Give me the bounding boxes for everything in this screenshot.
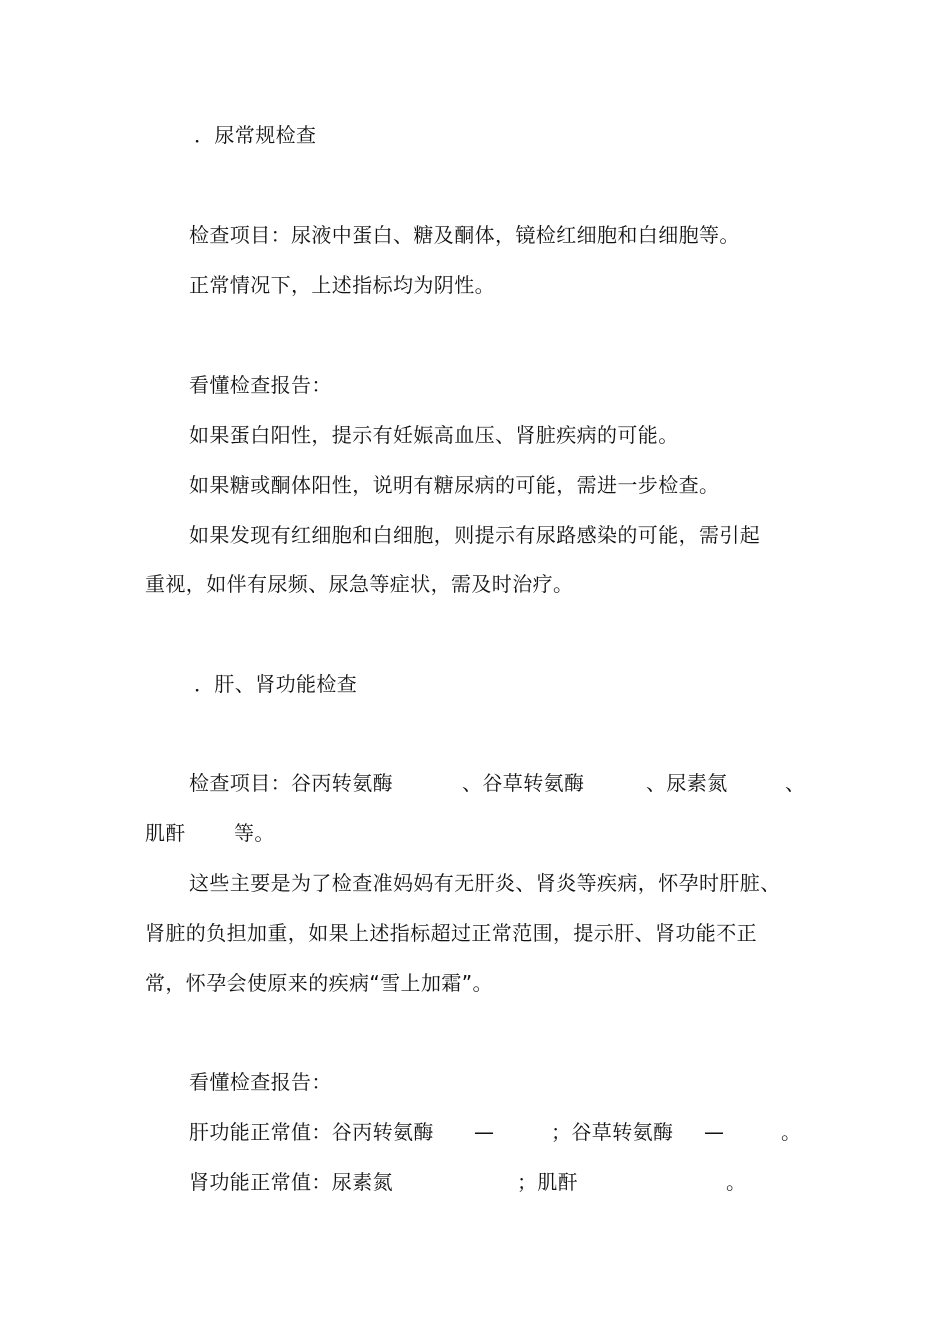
urine-report-line-3a: 如果发现有红细胞和白细胞，则提示有尿路感染的可能，需引起 [189,523,761,547]
urine-report-line-1: 如果蛋白阳性，提示有妊娠高血压、肾脏疾病的可能。 [189,423,679,447]
urine-report-line-3b: 重视，如伴有尿频、尿急等症状，需及时治疗。 [145,572,574,596]
liver-para-line-3: 常，怀孕会使原来的疾病“雪上加霜”。 [145,971,493,995]
liver-items-seg3: 、尿素氮 [646,771,728,795]
urine-normal-text: 正常情况下，上述指标均为阴性。 [189,273,495,297]
liver-items-prefix: 检查项目：谷丙转氨酶 [189,771,393,795]
urine-items-text: 检查项目：尿液中蛋白、糖及酮体，镜检红细胞和白细胞等。 [189,223,740,247]
liver-normal-dash-2: — [704,1120,725,1144]
section-heading-liver-kidney: ．肝、肾功能检查 [194,672,358,696]
liver-items-line2a: 肌酐 [145,821,186,845]
liver-normal-label-2: ；谷草转氨酶 [551,1120,674,1144]
section-heading-urine: ．尿常规检查 [194,123,317,147]
urine-report-line-2: 如果糖或酮体阳性，说明有糖尿病的可能，需进一步检查。 [189,473,720,497]
liver-normal-dash-1: — [474,1120,495,1144]
liver-items-seg2: 、谷草转氨酶 [462,771,585,795]
liver-para-line-1: 这些主要是为了检查准妈妈有无肝炎、肾炎等疾病，怀孕时肝脏、 [189,871,781,895]
liver-para-line-2: 肾脏的负担加重，如果上述指标超过正常范围，提示肝、肾功能不正 [145,921,757,945]
liver-normal-end: 。 [781,1120,802,1144]
kidney-normal-label-2: ；肌酐 [517,1170,579,1194]
liver-items-seg4: 、 [785,771,806,795]
liver-items-line2b: 等。 [234,821,275,845]
liver-normal-label: 肝功能正常值：谷丙转氨酶 [189,1120,434,1144]
kidney-normal-label: 肾功能正常值：尿素氮 [189,1170,393,1194]
liver-report-title: 看懂检查报告： [189,1070,332,1094]
urine-report-title: 看懂检查报告： [189,373,332,397]
kidney-normal-end: 。 [726,1170,747,1194]
